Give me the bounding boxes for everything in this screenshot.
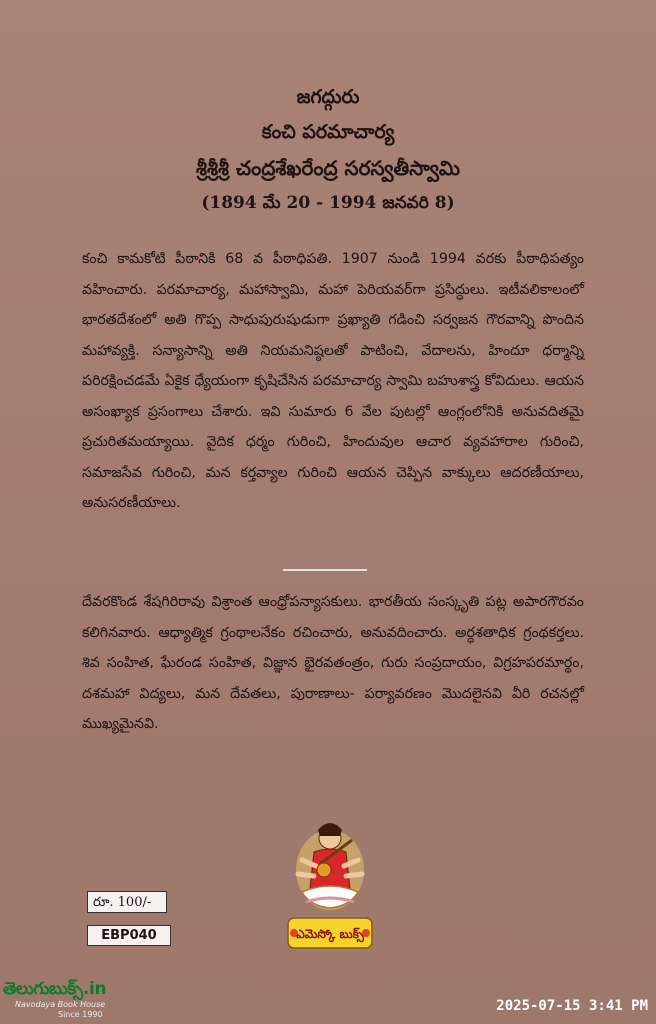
title-block: [0, 80, 656, 220]
brand-title: తెలుగుబుక్స్.in: [3, 979, 107, 999]
title-line-1: జగద్గురు: [296, 86, 360, 108]
title-dates: (1894 మే 20 - 1994 జనవరి 8): [201, 193, 455, 213]
brand-subtitle: Navodaya Book House: [15, 1000, 106, 1009]
price-tag: రూ. 100/-: [87, 891, 167, 913]
biography-paragraph: కంచి కామకోటి పీఠానికి 68 వ పీఠాధిపతి. 1907 నుండి 1994 వరకు పీఠాధిపత్యం వహించారు. పరమాచార్య, మహాస్వామి, మహా పెరియవర్‌గా ప్రసిద్ధులు. ఇటీవలికాలంలో భారతదేశంలో అతి గొప్ప సాధుపురుషుడుగా ప్రఖ్యాతి గడించి సర్వజన గౌరవాన్ని పొందిన మహావ్యక్తి. సన్యాసాన్ని అతి నియమనిష్ఠలతో పాటించి, వేదాలను, హిందూ ధర్మాన్ని పరిరక్షించడమే ఏకైక ధ్యేయంగా కృషిచేసిన పరమాచార్య స్వామి బహుశాస్త్ర కోవిదులు. ఆయన అసంఖ్యాక ప్రసంగాలు చేశారు. ఇవి సుమారు 6 వేల పుటల్లో ఆంగ్లంలోనికి అనువదితమై ప్రచురితమయ్యాయి. వైదిక ధర్మం గురించి, హిందువుల ఆచార వ్యవహారాల గురించి, సమాజసేవ గురించి, మన కర్తవ్యాల గురించి ఆయన చెప్పిన వాక్కులు ఆదరణీయాలు, అనుసరణీయాలు.: [82, 251, 584, 511]
watermark-brand: [3, 978, 143, 1024]
brand-since: Since 1990: [58, 1010, 103, 1019]
author-paragraph: దేవరకొండ శేషగిరిరావు విశ్రాంత ఆంధ్రోపన్యాసకులు. భారతీయ సంస్కృతి పట్ల అపారగౌరవం కలిగినవారు. ఆధ్యాత్మిక గ్రంథాలనేకం రచించారు, అనువదించారు. అర్ధశతాధిక గ్రంథకర్తలు. శివ సంహిత, ఘేరండ సంహిత, విజ్ఞాన భైరవతంత్రం, గురు సంప్రదాయం, విగ్రహపరమార్థం, దశమహా విద్యలు, మన దేవతలు, పురాణాలు- పర్యావరణం మొదలైనవి వీరి రచనల్లో ముఖ్యమైనవి.: [82, 594, 584, 732]
book-code: EBP040: [87, 925, 171, 946]
section-divider: [283, 569, 367, 571]
title-line-3: శ్రీశ్రీశ్రీ చంద్రశేఖరేంద్ర సరస్వతీస్వామి: [195, 156, 461, 180]
publisher-logo: [280, 810, 380, 960]
timestamp: 2025-07-15 3:41 PM: [496, 998, 648, 1014]
publisher-label: ఎమెస్కో బుక్స్: [296, 927, 364, 941]
title-line-2: కంచి పరమాచార్య: [261, 121, 395, 143]
